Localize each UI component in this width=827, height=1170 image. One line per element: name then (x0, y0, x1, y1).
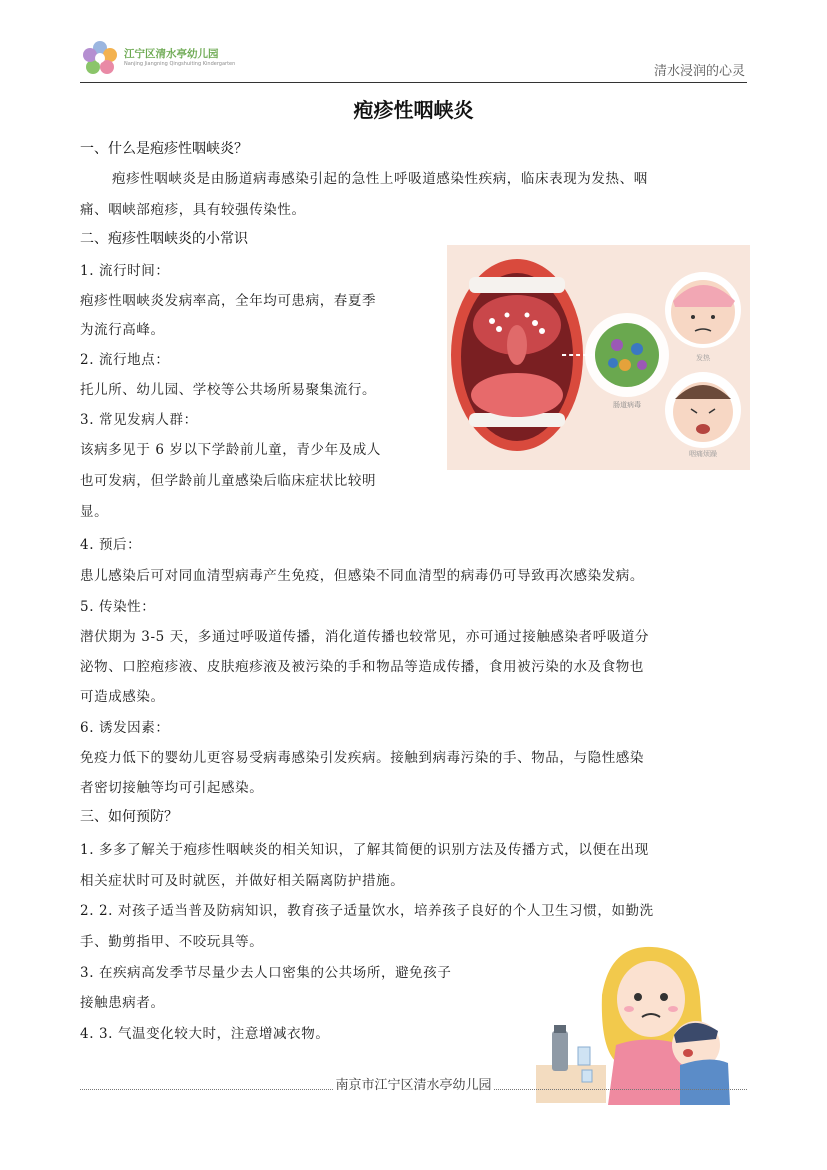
item-6-title: 6. 诱发因素： (80, 720, 170, 736)
prevention-1-line-2: 相关症状时可及时就医，并做好相关隔离防护措施。 (80, 873, 405, 889)
prevention-2-line-2: 手、勤剪指甲、不咬玩具等。 (80, 934, 264, 950)
header-slogan: 清水浸润的心灵 (653, 64, 745, 79)
item-2-text: 托儿所、幼儿园、学校等公共场所易聚集流行。 (80, 382, 377, 398)
section-3-heading: 三、如何预防？ (80, 809, 178, 825)
item-1-title: 1. 流行时间： (80, 263, 170, 279)
page-title: 疱疹性咽峡炎 (353, 98, 474, 122)
header-divider (80, 82, 747, 83)
fever-label: 发热 (696, 354, 710, 362)
prevention-2-line-1: 2. 2. 对孩子适当普及防病知识，教育孩子适量饮水，培养孩子良好的个人卫生习惯，如勤洗 (80, 903, 654, 919)
item-5-text-line-3: 可造成感染。 (80, 689, 165, 705)
item-3-title: 3. 常见发病人群： (80, 412, 198, 428)
item-3-text-line-3: 显。 (80, 504, 109, 520)
item-3-text-line-2: 也可发病，但学龄前儿童感染后临床症状比较明 (80, 473, 377, 489)
prevention-1-line-1: 1. 多多了解关于疱疹性咽峡炎的相关知识，了解其简便的识别方法及传播方式，以便在出现 (80, 842, 649, 858)
item-1-text-line-1: 疱疹性咽峡炎发病率高，全年均可患病，春夏季 (80, 293, 377, 309)
item-5-title: 5. 传染性： (80, 599, 156, 615)
kindergarten-logo (80, 38, 240, 78)
item-6-text-line-1: 免疫力低下的婴幼儿更容易受病毒感染引发疾病。接触到病毒污染的手、物品，与隐性感染 (80, 750, 644, 766)
section-1-heading: 一、什么是疱疹性咽峡炎？ (80, 141, 248, 157)
item-5-text-line-2: 泌物、口腔疱疹液、皮肤疱疹液及被污染的手和物品等造成传播，食用被污染的水及食物也 (80, 659, 644, 675)
item-4-title: 4. 预后： (80, 537, 142, 553)
flower-logo-icon (80, 38, 120, 78)
section-1-paragraph-line-2: 痛、咽峡部疱疹，具有较强传染性。 (80, 202, 306, 218)
prevention-3-line-1: 3. 在疾病高发季节尽量少去人口密集的公共场所，避免孩子 (80, 965, 452, 981)
sore-label: 咽痛烦躁 (689, 450, 717, 458)
footer-text (0, 1074, 827, 1093)
virus-label: 肠道病毒 (613, 401, 641, 409)
prevention-4-line-1: 4. 3. 气温变化较大时，注意增减衣物。 (80, 1026, 330, 1042)
footer-label: 南京市江宁区清水亭幼儿园 (335, 1078, 492, 1093)
item-1-text-line-2: 为流行高峰。 (80, 322, 165, 338)
item-2-title: 2. 流行地点： (80, 352, 170, 368)
prevention-3-line-2: 接触患病者。 (80, 995, 165, 1011)
section-1-paragraph-line-1: 疱疹性咽峡炎是由肠道病毒感染引起的急性上呼吸道感染性疾病，临床表现为发热、咽 (112, 171, 648, 187)
item-6-text-line-2: 者密切接触等均可引起感染。 (80, 780, 264, 796)
herpangina-illustration (447, 245, 750, 470)
crying-child-icon (665, 372, 741, 448)
item-5-text-line-1: 潜伏期为 3-5 天，多通过呼吸道传播，消化道传播也较常见，亦可通过接触感染者呼吸道分 (80, 629, 650, 645)
logo-name: 江宁区清水亭幼儿园 (124, 48, 219, 60)
item-3-text-line-1: 该病多见于 6 岁以下学龄前儿童，青少年及成人 (80, 442, 381, 458)
logo-subtitle: Nanjing Jiangning Qingshuiting Kindergarten (124, 61, 236, 67)
item-4-text: 患儿感染后可对同血清型病毒产生免疫，但感染不同血清型的病毒仍可导致再次感染发病。 (80, 568, 644, 584)
section-2-heading: 二、疱疹性咽峡炎的小常识 (80, 231, 248, 247)
virus-icon (585, 313, 669, 397)
fever-child-icon (665, 272, 741, 348)
